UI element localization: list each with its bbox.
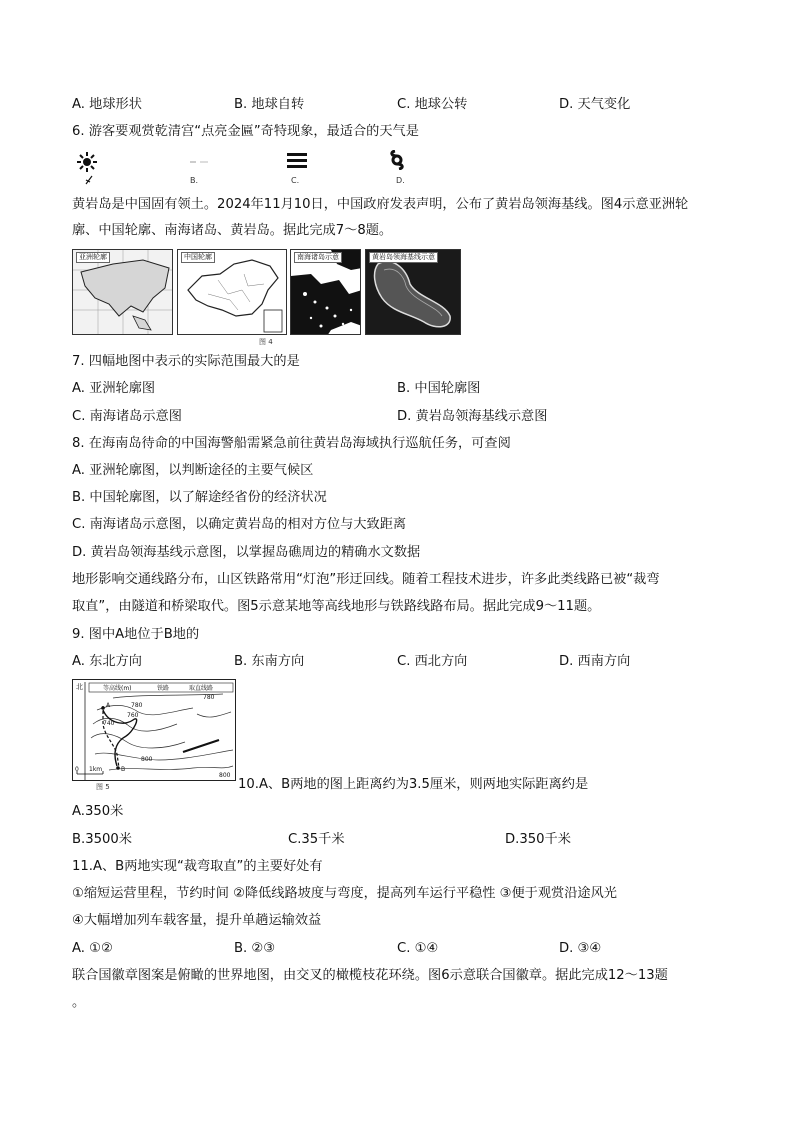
q11-items-line1: ①缩短运营里程，节约时间 ②降低线路坡度与弯度，提高列车运行平稳性 ③便于观赏沿途风光: [72, 886, 617, 901]
q6-stem: 6. 游客要观赏乾清宫“点亮金匾”奇特现象，最适合的天气是: [72, 124, 419, 139]
q7-option-c: C. 南海诸岛示意图: [72, 409, 182, 424]
typhoon-icon: [387, 150, 407, 170]
scale-zero: 0: [75, 766, 79, 773]
q9-option-a: A. 东北方向: [72, 654, 142, 669]
q7-option-a: A. 亚洲轮廓图: [72, 381, 156, 396]
q9-stem: 9. 图中A地位于B地的: [72, 627, 200, 642]
q9-option-d: D. 西南方向: [559, 654, 631, 669]
south-china-sea-islands-map: [290, 249, 361, 335]
intro-huangyan-line1: 黄岩岛是中国固有领土。2024年11月10日，中国政府发表声明，公布了黄岩岛领海基线。图4示意亚洲轮: [72, 197, 689, 212]
q10-option-c: C.35千米: [288, 832, 345, 847]
q5-option-c: C. 地球公转: [397, 97, 468, 112]
q11-option-c: C. ①④: [397, 941, 439, 956]
q6-option-d-label: D.: [396, 176, 405, 185]
contour-label-800-corner: 800: [219, 772, 231, 779]
intro-huangyan-line2: 廓、中国轮廓、南海诸岛、黄岩岛。据此完成7～8题。: [72, 223, 393, 238]
contour-label-760: 760: [127, 712, 139, 719]
q8-option-d: D. 黄岩岛领海基线示意图，以掌握岛礁周边的精确水文数据: [72, 545, 421, 560]
point-b-label: B: [121, 766, 126, 773]
q6-option-b-label: B.: [190, 176, 199, 185]
contour-label-800: 800: [141, 756, 153, 763]
intro-railway-line2: 取直”，由隧道和桥梁取代。图5示意某地等高线地形与铁路线路布局。据此完成9～11题。: [72, 599, 601, 614]
q8-option-c: C. 南海诸岛示意图，以确定黄岩岛的相对方位与大致距离: [72, 517, 407, 532]
cloudy-icon: [188, 156, 210, 166]
q8-option-b: B. 中国轮廓图，以了解途经省份的经济状况: [72, 490, 327, 505]
intro-un-line1: 联合国徽章图案是俯瞰的世界地图，由交叉的橄榄枝花环绕。图6示意联合国徽章。据此完成12～13题: [72, 968, 668, 983]
contour-railway-map: [72, 679, 236, 781]
q5-option-d: D. 天气变化: [559, 97, 631, 112]
contour-label-780-top: 780: [203, 694, 215, 701]
china-map-title: 中国轮廓: [181, 252, 215, 263]
q6-option-c-label: C.: [291, 176, 300, 185]
asia-map-title: 亚洲轮廓: [76, 252, 110, 263]
q11-stem: 11.A、B两地实现“裁弯取直”的主要好处有: [72, 859, 323, 874]
q10-option-b: B.3500米: [72, 832, 132, 847]
point-a-label: A: [106, 702, 111, 709]
legend-contour: 等高线(m): [103, 685, 132, 692]
q11-option-d: D. ③④: [559, 941, 602, 956]
legend-straightened: 取直线路: [189, 685, 214, 692]
north-label: 北: [76, 683, 83, 691]
q9-option-b: B. 东南方向: [234, 654, 305, 669]
sunny-icon: [76, 150, 102, 186]
huangyan-map-title: 黄岩岛领海基线示意: [369, 252, 438, 263]
q10-stem: 10.A、B两地的图上距离约为3.5厘米，则两地实际距离约是: [238, 777, 589, 792]
q8-stem: 8. 在海南岛待命的中国海警船需紧急前往黄岩岛海域执行巡航任务，可查阅: [72, 436, 511, 451]
q11-option-b: B. ②③: [234, 941, 276, 956]
q9-option-c: C. 西北方向: [397, 654, 468, 669]
south-china-sea-map-title: 南海诸岛示意: [294, 252, 342, 263]
q11-option-a: A. ①②: [72, 941, 113, 956]
q7-option-d: D. 黄岩岛领海基线示意图: [397, 409, 548, 424]
scale-1km: 1km: [89, 766, 103, 773]
asia-outline-map: [72, 249, 173, 335]
q5-option-b: B. 地球自转: [234, 97, 305, 112]
contour-label-740: 740: [103, 720, 115, 727]
q5-option-a: A. 地球形状: [72, 97, 142, 112]
intro-un-line2: 。: [72, 995, 86, 1010]
q8-option-a: A. 亚洲轮廓图，以判断途径的主要气候区: [72, 463, 314, 478]
q7-stem: 7. 四幅地图中表示的实际范围最大的是: [72, 354, 300, 369]
figure-4-caption: 图 4: [259, 338, 273, 346]
legend-railway: 铁路: [157, 685, 170, 692]
q11-items-line2: ④大幅增加列车载客量，提升单趟运输效益: [72, 913, 322, 928]
fog-icon: [287, 152, 309, 168]
huangyan-baseline-map: [365, 249, 461, 335]
q10-option-d: D.350千米: [505, 832, 571, 847]
q7-option-b: B. 中国轮廓图: [397, 381, 481, 396]
q10-option-a: A.350米: [72, 804, 124, 819]
figure-5-caption: 图 5: [96, 783, 110, 791]
china-outline-map: [177, 249, 287, 335]
intro-railway-line1: 地形影响交通线路分布，山区铁路常用“灯泡”形迂回线。随着工程技术进步，许多此类线路已被“裁弯: [72, 572, 660, 587]
contour-label-780: 780: [131, 702, 143, 709]
